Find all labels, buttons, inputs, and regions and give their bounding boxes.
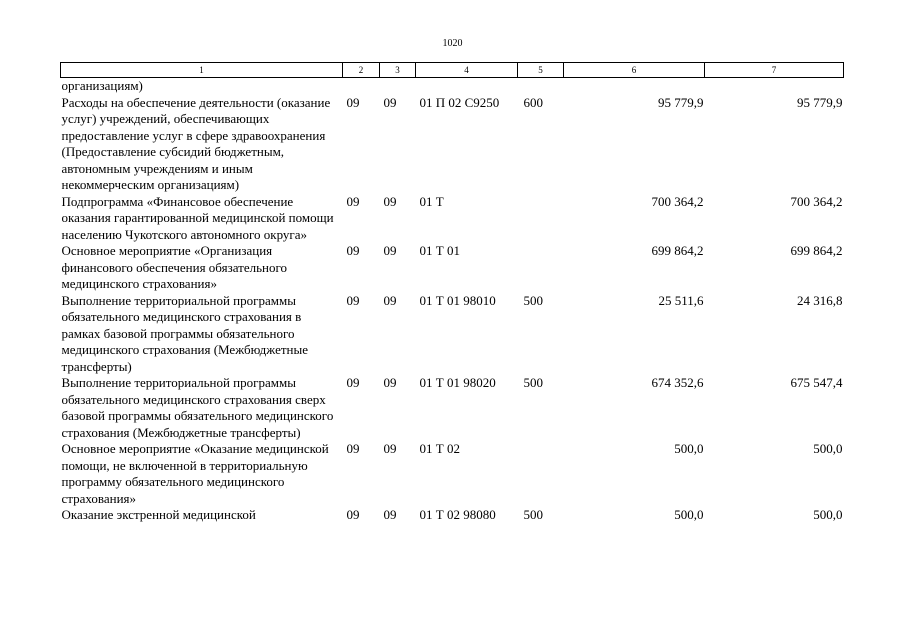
- budget-table: [60, 62, 844, 524]
- row-section: 09: [346, 441, 360, 456]
- row-expense-type: 500: [523, 375, 543, 390]
- column-header: 6: [564, 63, 705, 78]
- row-sum-year-2: 500,0: [813, 441, 843, 456]
- table-row: [61, 507, 844, 524]
- table-row: [61, 194, 844, 244]
- column-header: 5: [518, 63, 564, 78]
- row-section: 09: [346, 375, 360, 390]
- row-name: Расходы на обеспечение деятельности (оказание услуг) учреждений, обеспечивающих предоставление услуг в сфере здравоохранения (Предоставление субсидий бюджетным, автономным учреждениям и иным некоммерческим организациям): [61, 94, 331, 192]
- row-target-article: 01 Т 01: [419, 243, 460, 258]
- row-target-article: 01 Т 02 98080: [419, 507, 496, 522]
- row-subsection: 09: [383, 243, 397, 258]
- row-sum-year-2: 700 364,2: [790, 193, 843, 209]
- row-expense-type: 500: [523, 507, 543, 522]
- row-sum-year-1: 699 864,2: [651, 243, 704, 258]
- row-target-article: 01 Т 01 98010: [419, 292, 496, 308]
- row-expense-type: 500: [523, 292, 543, 308]
- row-subsection: 09: [383, 94, 397, 110]
- row-sum-year-2: 500,0: [813, 507, 843, 522]
- row-sum-year-2: [705, 78, 844, 95]
- column-header: 4: [416, 63, 518, 78]
- row-sum-year-1: 500,0: [674, 507, 704, 522]
- column-header: 2: [343, 63, 380, 78]
- row-expense-type: [518, 243, 564, 293]
- row-name: организациям): [61, 78, 143, 93]
- row-sum-year-2: 699 864,2: [790, 243, 843, 258]
- row-subsection: 09: [383, 193, 397, 209]
- row-section: 09: [346, 193, 360, 209]
- row-target-article: 01 П 02 С9250: [419, 94, 500, 110]
- row-sum-year-1: 500,0: [674, 441, 704, 456]
- table-row: [61, 293, 844, 376]
- row-section: 09: [346, 292, 360, 308]
- column-number-header: [61, 63, 844, 78]
- row-target-article: 01 Т: [419, 193, 444, 209]
- column-header: 7: [705, 63, 844, 78]
- row-sum-year-2: 24 316,8: [797, 292, 843, 308]
- row-name: Оказание экстренной медицинской: [61, 507, 256, 522]
- row-target-article: 01 Т 01 98020: [419, 375, 496, 390]
- column-header: 3: [380, 63, 416, 78]
- row-target-article: [416, 78, 518, 95]
- table-row: [61, 78, 844, 95]
- row-sum-year-1: 95 779,9: [658, 94, 704, 110]
- row-subsection: 09: [383, 441, 397, 456]
- row-name: Основное мероприятие «Организация финансового обеспечения обязательного медицинского страхования»: [61, 243, 287, 291]
- row-expense-type: [518, 194, 564, 244]
- row-name: Основное мероприятие «Оказание медицинской помощи, не включенной в территориальную программу обязательного медицинского страхования»: [61, 441, 329, 506]
- row-name: Выполнение территориальной программы обязательного медицинского страхования сверх базовой программы обязательного медицинского страхования (Межбюджетные трансферты): [61, 375, 334, 440]
- row-section: 09: [346, 243, 360, 258]
- row-sum-year-2: 95 779,9: [797, 94, 843, 110]
- row-sum-year-2: 675 547,4: [790, 375, 843, 390]
- page-number: 1020: [442, 38, 463, 49]
- row-expense-type: [518, 441, 564, 507]
- row-target-article: 01 Т 02: [419, 441, 460, 456]
- row-sum-year-1: 700 364,2: [651, 193, 704, 209]
- table-row: [61, 441, 844, 507]
- row-sum-year-1: 25 511,6: [658, 292, 704, 308]
- table-row: [61, 243, 844, 293]
- row-subsection: 09: [383, 292, 397, 308]
- row-sum-year-1: 674 352,6: [651, 375, 704, 390]
- row-section: 09: [346, 94, 360, 110]
- row-expense-type: 600: [523, 94, 543, 110]
- row-name: Выполнение территориальной программы обязательного медицинского страхования в рамках базовой программы обязательного медицинского страхования (Межбюджетные трансферты): [61, 292, 309, 374]
- row-sum-year-1: [564, 78, 705, 95]
- row-expense-type: [518, 78, 564, 95]
- table-row: [61, 375, 844, 441]
- row-subsection: 09: [383, 507, 397, 522]
- row-subsection: 09: [383, 375, 397, 390]
- row-name: Подпрограмма «Финансовое обеспечение оказания гарантированной медицинской помощи населению Чукотского автономного округа»: [61, 193, 334, 242]
- column-header: 1: [61, 63, 343, 78]
- row-section: [343, 78, 380, 95]
- row-subsection: [380, 78, 416, 95]
- table-row: [61, 95, 844, 194]
- row-section: 09: [346, 507, 360, 522]
